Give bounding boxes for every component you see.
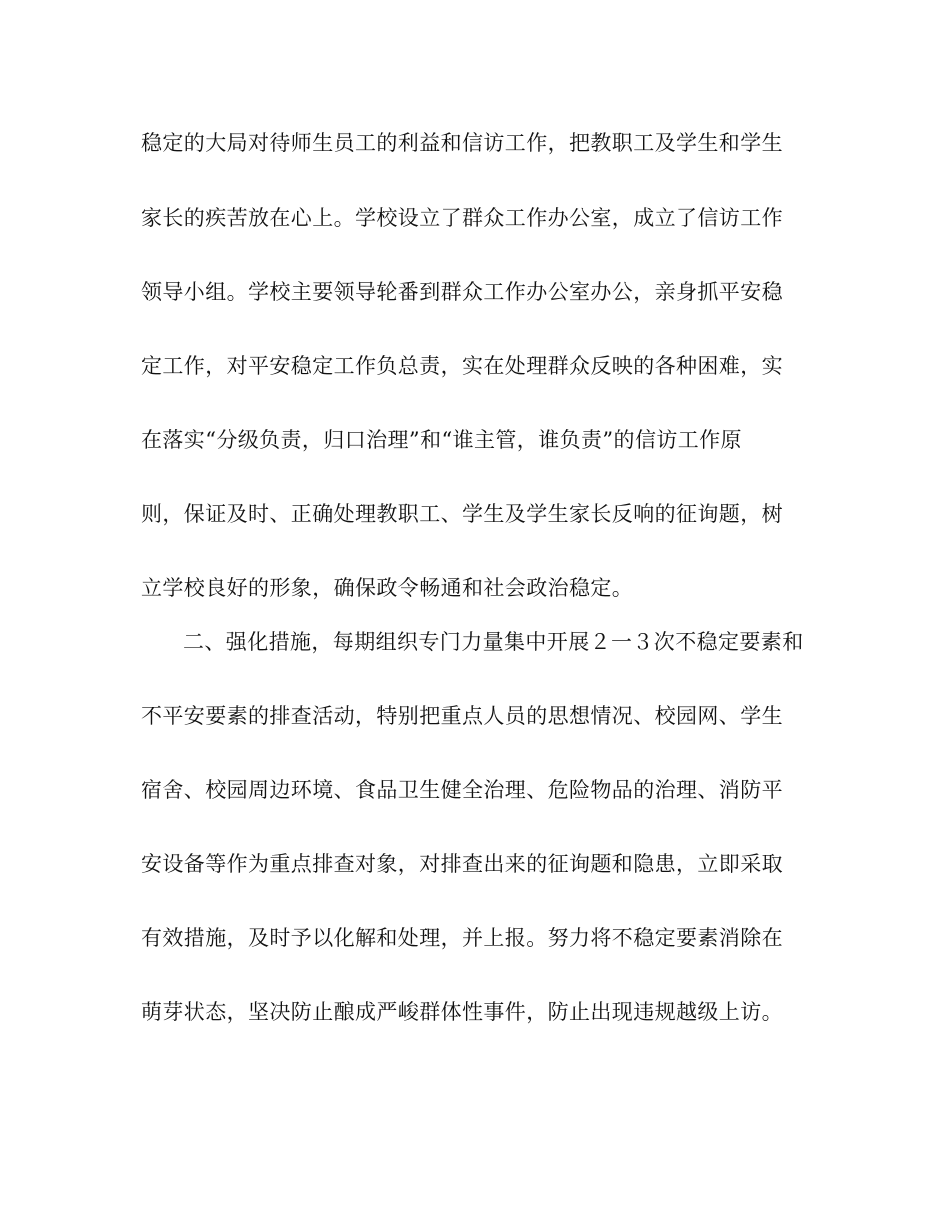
text-line: 不平安要素的排查活动，特别把重点人员的思想情况、校园网、学生 bbox=[141, 704, 783, 728]
text-line: 宿舍、校园周边环境、食品卫生健全治理、危险物品的治理、消防平 bbox=[141, 778, 783, 802]
text-line: 则，保证及时、正确处理教职工、学生及学生家长反响的征询题，树 bbox=[141, 502, 783, 526]
text-line: 有效措施，及时予以化解和处理，并上报。努力将不稳定要素消除在 bbox=[141, 926, 783, 950]
text-line: 家长的疾苦放在心上。学校设立了群众工作办公室，成立了信访工作 bbox=[141, 206, 783, 230]
text-line: 安设备等作为重点排查对象，对排查出来的征询题和隐患，立即采取 bbox=[141, 852, 783, 876]
text-line: 萌芽状态，坚决防止酿成严峻群体性事件，防止出现违规越级上访。 bbox=[141, 1000, 783, 1024]
text-line: 立学校良好的形象，确保政令畅通和社会政治稳定。 bbox=[141, 576, 634, 600]
text-line: 定工作，对平安稳定工作负总责，实在处理群众反映的各种困难，实 bbox=[141, 354, 783, 378]
text-line: 二、强化措施，每期组织专门力量集中开展２一３次不稳定要素和 bbox=[183, 630, 804, 654]
text-line: 稳定的大局对待师生员工的利益和信访工作，把教职工及学生和学生 bbox=[141, 131, 783, 155]
text-line: 领导小组。学校主要领导轮番到群众工作办公室办公，亲身抓平安稳 bbox=[141, 280, 783, 304]
text-line: 在落实“分级负责，归口治理”和“谁主管，谁负责”的信访工作原 bbox=[141, 428, 742, 452]
